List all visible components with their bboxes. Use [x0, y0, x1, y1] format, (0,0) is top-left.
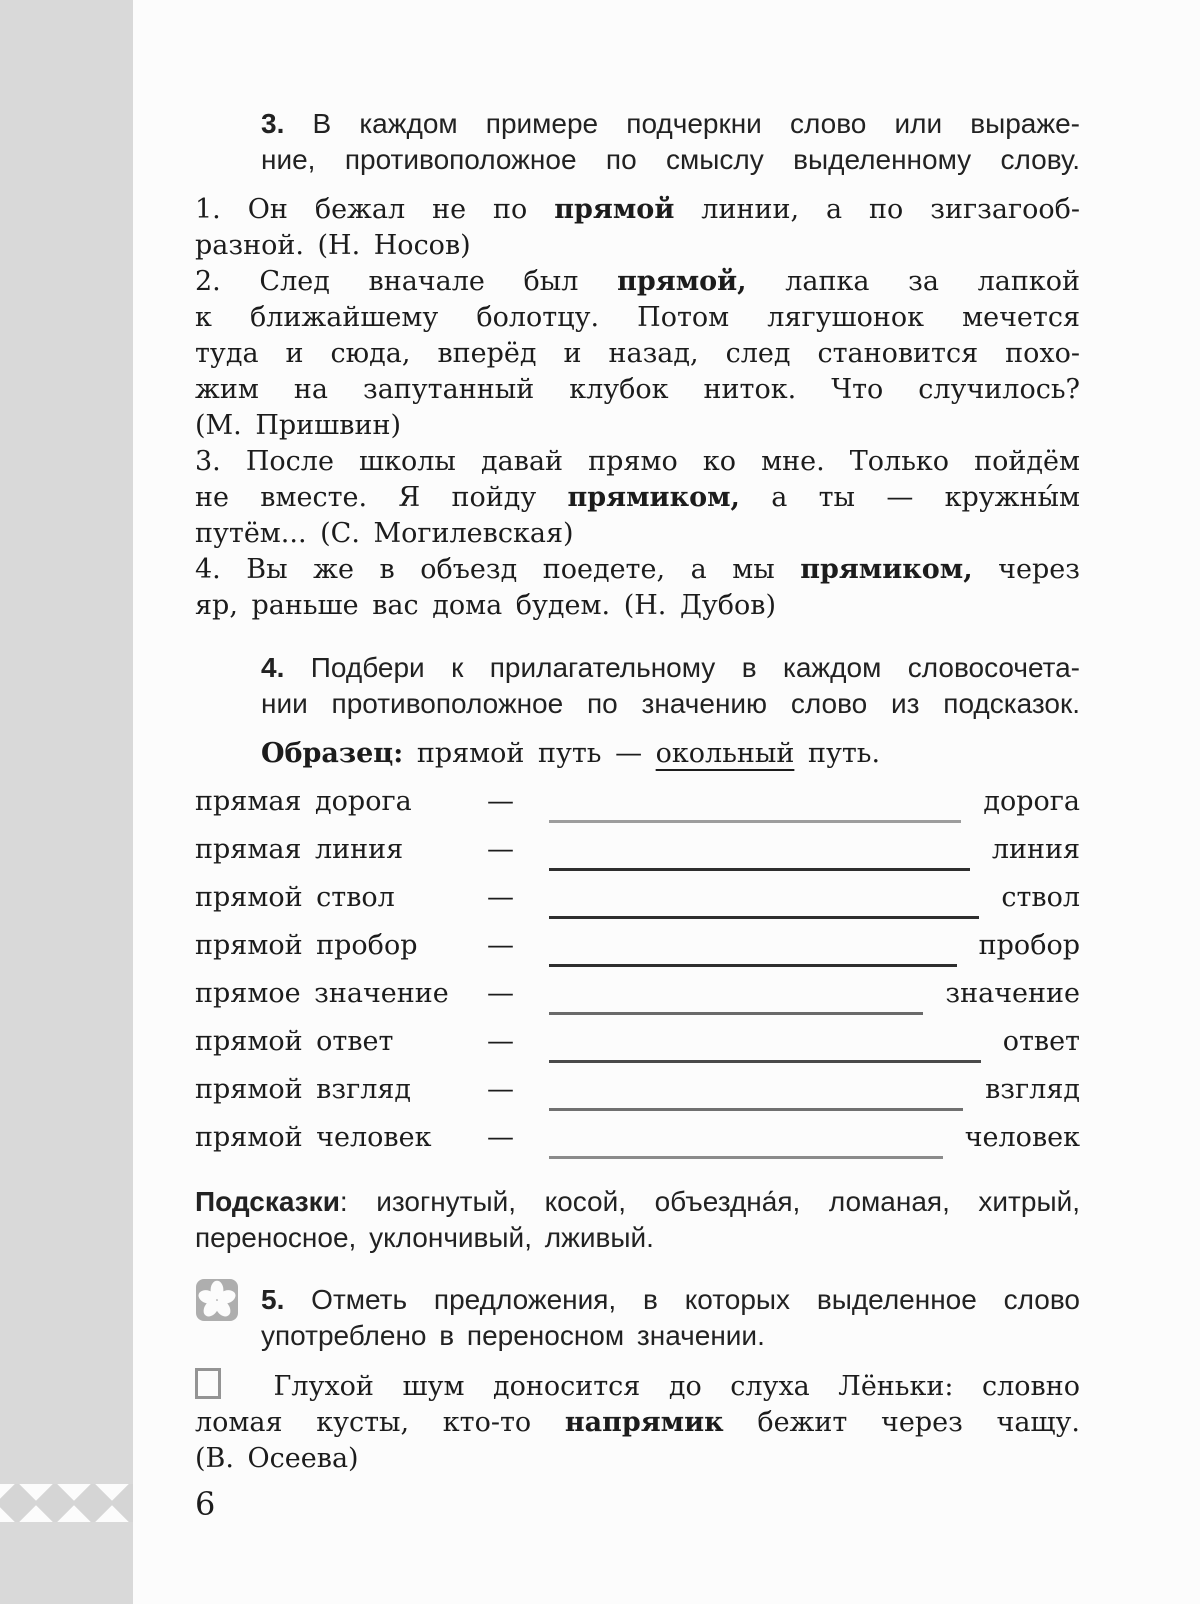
text: линии, а по зигзагооб-	[674, 194, 1080, 225]
pair-left-phrase: прямой взгляд	[195, 1074, 412, 1105]
page-number: 6	[195, 1485, 216, 1523]
text: 1. Он бежал не по	[195, 194, 555, 225]
pair-right-word: линия	[991, 834, 1080, 865]
text: Подбери к прилагательному в каждом словосочета-	[284, 652, 1080, 683]
pair-left-phrase: прямой ствол	[195, 882, 395, 913]
text: В каждом примере подчеркни слово или выраже-	[284, 108, 1080, 139]
text: к ближайшему болотцу. Потом лягушонок мечется	[195, 302, 1080, 333]
pair-row	[195, 1120, 1080, 1168]
dash: —	[487, 1074, 514, 1105]
dash: —	[487, 930, 514, 961]
dash: —	[487, 978, 514, 1009]
answer-blank-line[interactable]	[549, 868, 970, 871]
exercise-3-item-2	[195, 264, 1080, 444]
bold-text: прямой,	[617, 266, 747, 297]
diamond-icon	[110, 1484, 133, 1522]
text: Отметь предложения, в которых выделенное слово	[284, 1284, 1080, 1315]
pair-right-word: значение	[945, 978, 1080, 1009]
text: употреблено в переносном значении.	[261, 1320, 765, 1351]
dash: —	[487, 834, 514, 865]
dash: —	[487, 786, 514, 817]
exercise-3-item-3	[195, 444, 1080, 552]
exercise-5-header	[261, 1282, 1080, 1354]
sentence-1	[195, 1368, 1080, 1477]
text: (М. Пришвин)	[195, 410, 401, 441]
text: путь.	[794, 738, 881, 769]
pair-row	[195, 784, 1080, 832]
answer-blank-line[interactable]	[549, 1108, 963, 1111]
bold-text: 4.	[261, 652, 285, 683]
answer-blank-line[interactable]	[549, 916, 979, 919]
bold-text: 5.	[261, 1284, 285, 1315]
exercise-4-header	[261, 650, 1080, 722]
diamond-ornament	[0, 1484, 133, 1522]
answer-blank-line[interactable]	[549, 1156, 943, 1159]
bold-text: напрямик	[564, 1407, 724, 1438]
text: яр, раньше вас дома будем. (Н. Дубов)	[195, 590, 777, 621]
text: лапка за лапкой	[746, 266, 1080, 297]
pair-left-phrase: прямой пробор	[195, 930, 418, 961]
pair-right-word: ствол	[1001, 882, 1080, 913]
text: а ты — кружны́м	[739, 482, 1080, 513]
pair-right-word: человек	[964, 1122, 1080, 1153]
exercise-3-item-1	[195, 192, 1080, 264]
pair-left-phrase: прямое значение	[195, 978, 449, 1009]
bold-text: прямиком,	[800, 554, 973, 585]
pair-left-phrase: прямая дорога	[195, 786, 412, 817]
text: жим на запутанный клубок ниток. Что случилось?	[195, 374, 1080, 405]
checkbox[interactable]	[195, 1368, 221, 1399]
exercise-3-items	[195, 192, 1080, 624]
pair-right-word: дорога	[983, 786, 1080, 817]
text: : изогнутый, косой, объездна́я, ломаная, хитрый,	[339, 1186, 1080, 1217]
exercise-3-item-4	[195, 552, 1080, 624]
sample-line	[261, 736, 1080, 772]
dash: —	[487, 1122, 514, 1153]
exercise-5-header-text	[261, 1282, 1080, 1354]
answer-blank-line[interactable]	[549, 964, 957, 967]
left-margin-strip	[0, 0, 133, 1604]
pair-right-word: ответ	[1002, 1026, 1080, 1057]
dash: —	[487, 1026, 514, 1057]
exercise-3-header	[261, 106, 1080, 178]
pair-row	[195, 928, 1080, 976]
bold-text: прямой	[554, 194, 675, 225]
text: 2. След вначале был	[195, 266, 618, 297]
pair-right-word: пробор	[978, 930, 1080, 961]
answer-blank-line[interactable]	[549, 1060, 981, 1063]
answer-blank-line[interactable]	[549, 1012, 923, 1015]
pair-left-phrase: прямая линия	[195, 834, 404, 865]
pairs-list	[195, 784, 1080, 1168]
text: Глухой шум доносится до слуха Лёньки: словно	[245, 1371, 1080, 1402]
text: через	[972, 554, 1080, 585]
text: бежит через чащу.	[723, 1407, 1081, 1438]
bold-text: прямиком,	[567, 482, 740, 513]
text: 4. Вы же в объезд поедете, а мы	[195, 554, 801, 585]
pair-right-word: взгляд	[985, 1074, 1080, 1105]
pair-row	[195, 880, 1080, 928]
bold-text: Образец:	[261, 738, 404, 769]
pair-row	[195, 976, 1080, 1024]
bold-text: Подсказки	[195, 1186, 340, 1217]
text: прямой путь —	[403, 738, 656, 769]
flower-icon	[195, 1278, 239, 1322]
text: не вместе. Я пойду	[195, 482, 568, 513]
diamond-icon	[72, 1484, 114, 1522]
text: (В. Осеева)	[195, 1443, 359, 1474]
underlined-text: окольный	[655, 738, 795, 769]
bold-text: 3.	[261, 108, 285, 139]
pair-left-phrase: прямой человек	[195, 1122, 432, 1153]
page-content	[195, 0, 1080, 1523]
pair-left-phrase: прямой ответ	[195, 1026, 394, 1057]
answer-blank-line[interactable]	[549, 820, 961, 823]
pair-row	[195, 1024, 1080, 1072]
diamond-icon	[34, 1484, 76, 1522]
text: 3. После школы давай прямо ко мне. Только пойдём	[195, 446, 1080, 477]
hints-paragraph	[195, 1184, 1080, 1256]
text: ние, противоположное по смыслу выделенному слову.	[261, 144, 1080, 175]
text: нии противоположное по значению слово из подсказок.	[261, 688, 1080, 719]
text: туда и сюда, вперёд и назад, след становится похо-	[195, 338, 1080, 369]
text: разной. (Н. Носов)	[195, 230, 471, 261]
text: ломая кусты, кто-то	[195, 1407, 565, 1438]
text: переносное, уклончивый, лживый.	[195, 1222, 654, 1253]
dash: —	[487, 882, 514, 913]
text: путём... (С. Могилевская)	[195, 518, 574, 549]
diamond-icon	[0, 1484, 38, 1522]
pair-row	[195, 1072, 1080, 1120]
pair-row	[195, 832, 1080, 880]
